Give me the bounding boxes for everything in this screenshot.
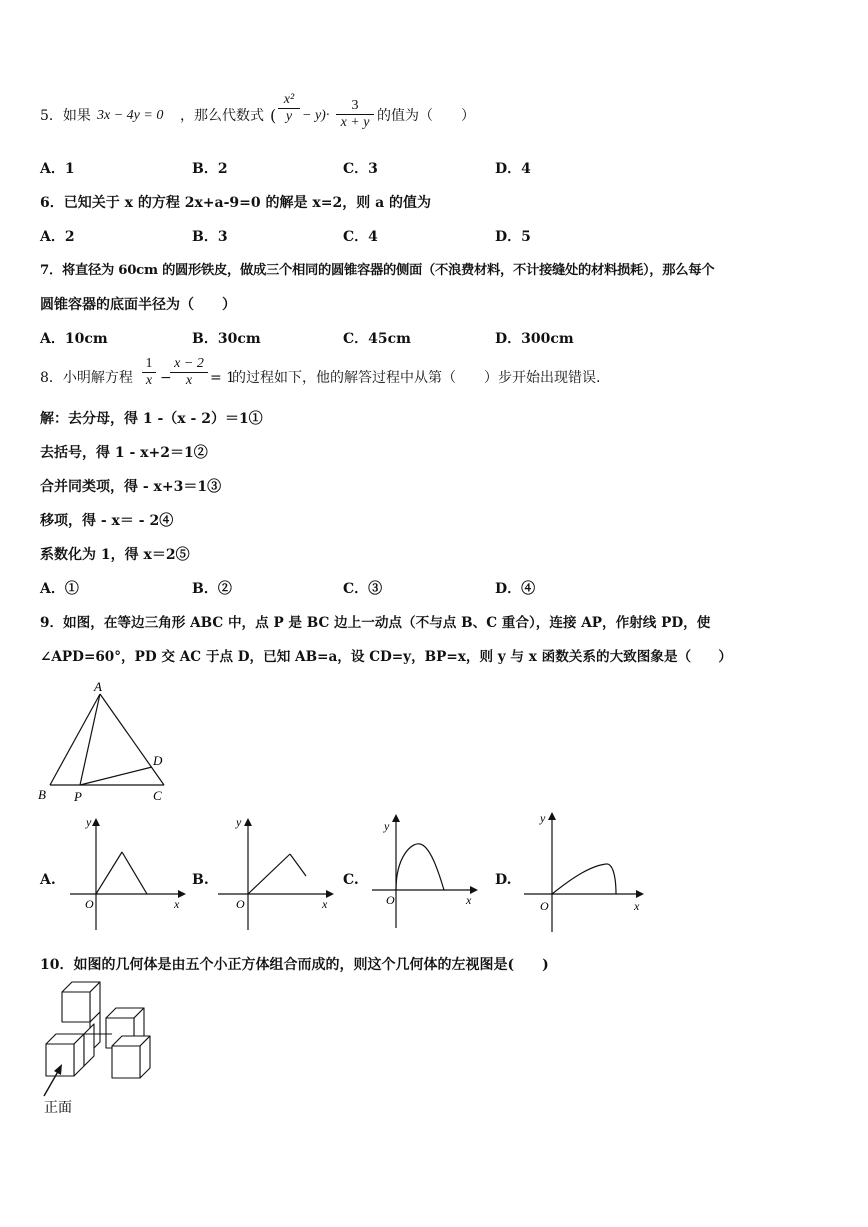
q9-option-a-label[interactable]: A. [40, 872, 56, 888]
label-c: C [153, 788, 162, 803]
q8-step-1: 解：去分母，得 1 -（x - 2）＝1① [40, 411, 263, 427]
q8-step-2: 去括号，得 1 - x+2＝1② [40, 445, 208, 461]
graph-a-x: x [174, 897, 180, 911]
q5-option-b[interactable]: B．2 [192, 161, 228, 177]
q5-fraction-2: $\frac{3}{x + y}$ [336, 98, 374, 131]
graph-d-x: x [634, 899, 640, 913]
q9-graph-b[interactable] [214, 812, 336, 942]
q7-option-b[interactable]: B．30cm [192, 331, 261, 347]
q6-option-b[interactable]: B．3 [192, 229, 228, 245]
q9-graph-a[interactable] [66, 812, 188, 942]
q7-text-line2: 圆锥容器的底面半径为（ ） [40, 297, 236, 313]
graph-d-y: y [540, 811, 546, 825]
graph-a-y: y [86, 815, 92, 829]
graph-d-o: O [540, 899, 549, 913]
q6-option-d[interactable]: D．5 [495, 229, 531, 245]
graph-c-y: y [384, 819, 390, 833]
graph-c-o: O [386, 893, 395, 907]
graph-b-o: O [236, 897, 245, 911]
q7-text-line1: 7．将直径为 60cm 的圆形铁皮，做成三个相同的圆锥容器的侧面（不浪费材料，不计接缝处的材料损耗），那么每个 [40, 263, 715, 278]
q8-step-5: 系数化为 1，得 x＝2⑤ [40, 547, 190, 563]
graph-b-x: x [322, 897, 328, 911]
q5-option-d[interactable]: D．4 [495, 161, 531, 177]
q9-graph-d[interactable] [520, 808, 650, 944]
q9-triangle-figure [34, 678, 174, 808]
graph-b-y: y [236, 815, 242, 829]
graph-a-o: O [85, 897, 94, 911]
q8-option-a[interactable]: A．① [40, 581, 79, 597]
q8-number: 8．小明解方程 [40, 370, 133, 386]
q10-cube-figure [38, 980, 164, 1118]
q8-step-3: 合并同类项，得 - x+3＝1③ [40, 479, 222, 495]
q8-tail: 的过程如下，他的解答过程中从第（ ）步开始出现错误. [232, 370, 601, 386]
q7-option-a[interactable]: A．10cm [40, 331, 108, 347]
q8-option-b[interactable]: B．② [192, 581, 232, 597]
q6-option-c[interactable]: C．4 [343, 229, 378, 245]
q5-minus-y: − y)· [302, 108, 330, 123]
q9-text-line1: 9．如图，在等边三角形 ABC 中，点 P 是 BC 边上一动点（不与点 B、C 重合），连接 AP，作射线 PD，使 [40, 615, 711, 631]
q5-tail: 的值为（ ） [377, 108, 475, 124]
label-a: A [94, 679, 102, 694]
q8-fraction-1: $\frac{1}{x}$ [142, 356, 156, 389]
front-label: 正面 [44, 1101, 72, 1116]
q7-option-d[interactable]: D．300cm [495, 331, 574, 347]
q5-option-c[interactable]: C．3 [343, 161, 378, 177]
label-p: P [74, 789, 82, 804]
q6-text: 6．已知关于 x 的方程 2x+a-9=0 的解是 x=2，则 a 的值为 [40, 195, 432, 211]
q6-option-a[interactable]: A．2 [40, 229, 75, 245]
q8-minus: − [160, 370, 172, 386]
q9-graph-c[interactable] [368, 812, 484, 942]
q9-text-line2: ∠APD=60°，PD 交 AC 于点 D，已知 AB=a，设 CD=y，BP=x，则 y 与 x 函数关系的大致图象是（ ） [40, 649, 732, 665]
graph-c-x: x [466, 893, 472, 907]
q9-option-c-label[interactable]: C. [343, 872, 359, 888]
q5-option-a[interactable]: A．1 [40, 161, 75, 177]
q5-fraction-1: $\frac{\text{x²}}{y}$ [278, 92, 300, 125]
q8-option-c[interactable]: C．③ [343, 581, 383, 597]
q9-option-b-label[interactable]: B. [192, 872, 209, 888]
label-d: D [153, 753, 163, 768]
q8-option-d[interactable]: D．④ [495, 581, 536, 597]
q8-fraction-2: $\frac{x - 2}{x}$ [170, 356, 208, 389]
q10-text: 10．如图的几何体是由五个小正方体组合而成的，则这个几何体的左视图是( ) [40, 957, 549, 973]
q8-step-4: 移项，得 - x＝ - 2④ [40, 513, 174, 529]
q7-option-c[interactable]: C．45cm [343, 331, 411, 347]
q9-option-d-label[interactable]: D. [495, 872, 512, 888]
q5-equation: 3x − 4y = 0 [97, 108, 164, 123]
label-b: B [38, 787, 46, 802]
q5-number: 5．如果 [40, 108, 91, 124]
q5-paren: ( [270, 106, 277, 125]
q8-equals: = 1 [210, 370, 236, 386]
q5-connector: ，那么代数式 [180, 108, 264, 124]
